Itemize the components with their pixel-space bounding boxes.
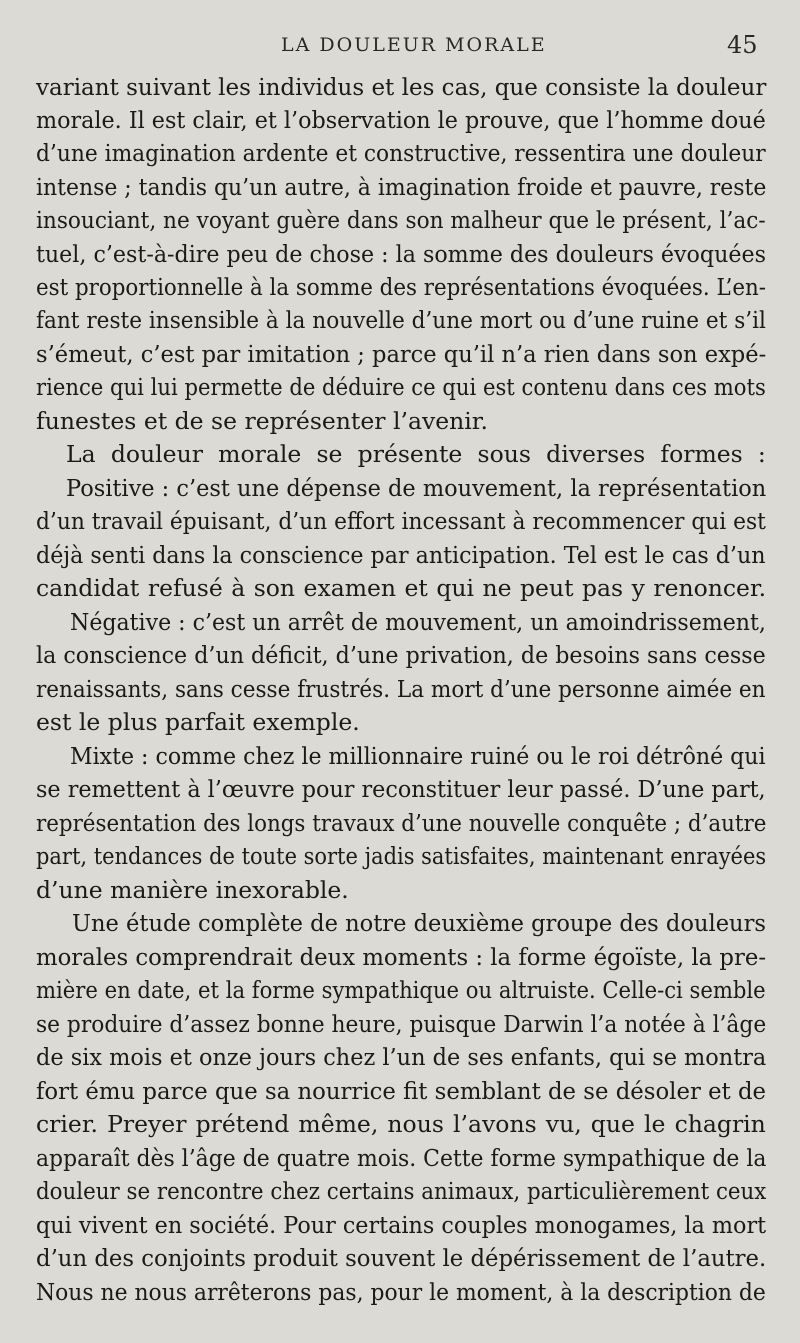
text-line: intense ; tandis qu’un autre, à imagination froide et pauvre, reste [36,173,767,201]
text-line: crier. Preyer prétend même, nous l’avons vu, que le chagrin [36,1110,766,1138]
text-line: qui vivent en société. Pour certains couples monogames, la mort [36,1211,767,1239]
text-line: d’un des conjoints produit souvent le dépérissement de l’autre. [36,1244,767,1272]
text-line: est proportionnelle à la somme des représentations évoquées. L’en- [36,273,766,301]
text-line: de six mois et onze jours chez l’un de ses enfants, qui se montra [36,1043,767,1071]
text-line: tuel, c’est-à-dire peu de chose : la somme des douleurs évoquées [36,240,766,268]
text-line: Mixte : comme chez le millionnaire ruiné ou le roi détrôné qui [70,742,766,770]
text-line: renaissants, sans cesse frustrés. La mort d’une personne aimée en [36,675,766,703]
text-line: part, tendances de toute sorte jadis satisfaites, maintenant enrayées [36,842,767,870]
text-line: Positive : c’est une dépense de mouvement, la représentation [66,474,767,502]
text-line: La douleur morale se présente sous diverses formes : [66,440,766,468]
text-line: morale. Il est clair, et l’observation le prouve, que l’homme doué [36,106,766,134]
text-line: candidat refusé à son examen et qui ne peut pas y renoncer. [36,574,767,602]
page-body-text [36,71,766,1321]
text-line: Une étude complète de notre deuxième groupe des douleurs [72,909,766,937]
text-line: déjà senti dans la conscience par anticipation. Tel est le cas d’un [36,541,766,569]
text-line: insouciant, ne voyant guère dans son malheur que le présent, l’ac- [36,206,766,234]
text-line: d’une manière inexorable. [36,876,349,904]
text-line: fant reste insensible à la nouvelle d’une mort ou d’une ruine et s’il [36,306,766,334]
text-line: la conscience d’un déficit, d’une privation, de besoins sans cesse [36,641,766,669]
text-line: d’un travail épuisant, d’un effort incessant à recommencer qui est [36,507,766,535]
text-line: fort ému parce que sa nourrice fit semblant de se désoler et de [36,1077,767,1105]
page-header [0,31,800,66]
text-line: mière en date, et la forme sympathique ou altruiste. Celle-ci semble [36,976,766,1004]
text-line: s’émeut, c’est par imitation ; parce qu’il n’a rien dans son expé- [36,340,767,368]
page-number: 45 [727,31,758,59]
text-line: Négative : c’est un arrêt de mouvement, un amoindrissement, [70,608,766,636]
text-line: variant suivant les individus et les cas, que consiste la douleur [36,73,767,101]
text-line: est le plus parfait exemple. [36,708,360,736]
text-line: représentation des longs travaux d’une nouvelle conquête ; d’autre [36,809,767,837]
text-line: se remettent à l’œuvre pour reconstituer leur passé. D’une part, [36,775,766,803]
text-line: Nous ne nous arrêterons pas, pour le moment, à la description de [36,1278,766,1306]
text-line: se produire d’assez bonne heure, puisque Darwin l’a notée à l’âge [36,1010,767,1038]
text-line: funestes et de se représenter l’avenir. [36,407,488,435]
text-line: apparaît dès l’âge de quatre mois. Cette forme sympathique de la [36,1144,767,1172]
running-title: LA DOULEUR MORALE [281,34,547,56]
text-line: douleur se rencontre chez certains animaux, particulièrement ceux [36,1177,767,1205]
text-line: morales comprendrait deux moments : la forme égoïste, la pre- [36,943,767,971]
text-line: rience qui lui permette de déduire ce qui est contenu dans ces mots [36,373,766,401]
text-line: d’une imagination ardente et constructive, ressentira une douleur [36,139,766,167]
